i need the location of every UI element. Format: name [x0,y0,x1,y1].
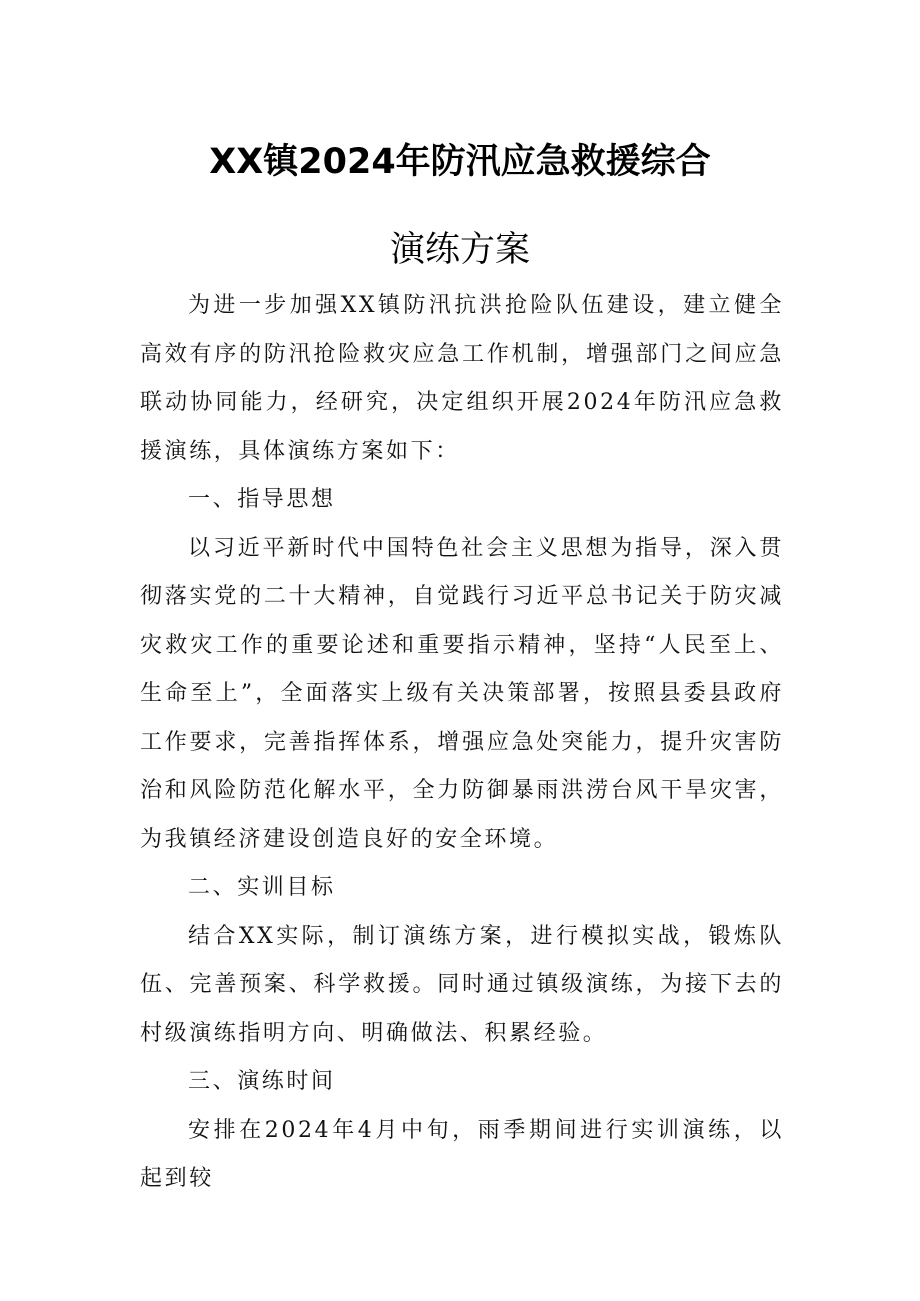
section-paragraph-drill-time: 安排在2024年4月中旬，雨季期间进行实训演练，以起到较 [140,1117,784,1191]
section-heading-drill-time: 三、演练时间 [188,1069,336,1094]
section-heading-guiding-ideology: 一、指导思想 [188,487,336,512]
document-title-line-1: XX镇2024年防汛应急救援综合 [209,142,711,182]
intro-paragraph: 为进一步加强XX镇防汛抗洪抢险队伍建设，建立健全高效有序的防汛抢险救灾应急工作机制，增强部门之间应急联动协同能力，经研究，决定组织开展2024年防汛应急救援演练，具体演练方案如下： [140,293,784,464]
section-heading-training-goals: 二、实训目标 [188,875,336,900]
document-body [140,282,784,1204]
section-paragraph-guiding-ideology: 以习近平新时代中国特色社会主义思想为指导，深入贯彻落实党的二十大精神，自觉践行习近平总书记关于防灾减灾救灾工作的重要论述和重要指示精神，坚持“人民至上、生命至上”，全面落实上级有关决策部署，按照县委县政府工作要求，完善指挥体系，增强应急处突能力，提升灾害防治和风险防范化解水平，全力防御暴雨洪涝台风干旱灾害，为我镇经济建设创造良好的安全环境。 [140,535,784,852]
document-title-line-2: 演练方案 [389,230,530,270]
section-paragraph-training-goals: 结合XX实际，制订演练方案，进行模拟实战，锻炼队伍、完善预案、科学救援。同时通过镇级演练，为接下去的村级演练指明方向、明确做法、积累经验。 [140,923,784,1046]
